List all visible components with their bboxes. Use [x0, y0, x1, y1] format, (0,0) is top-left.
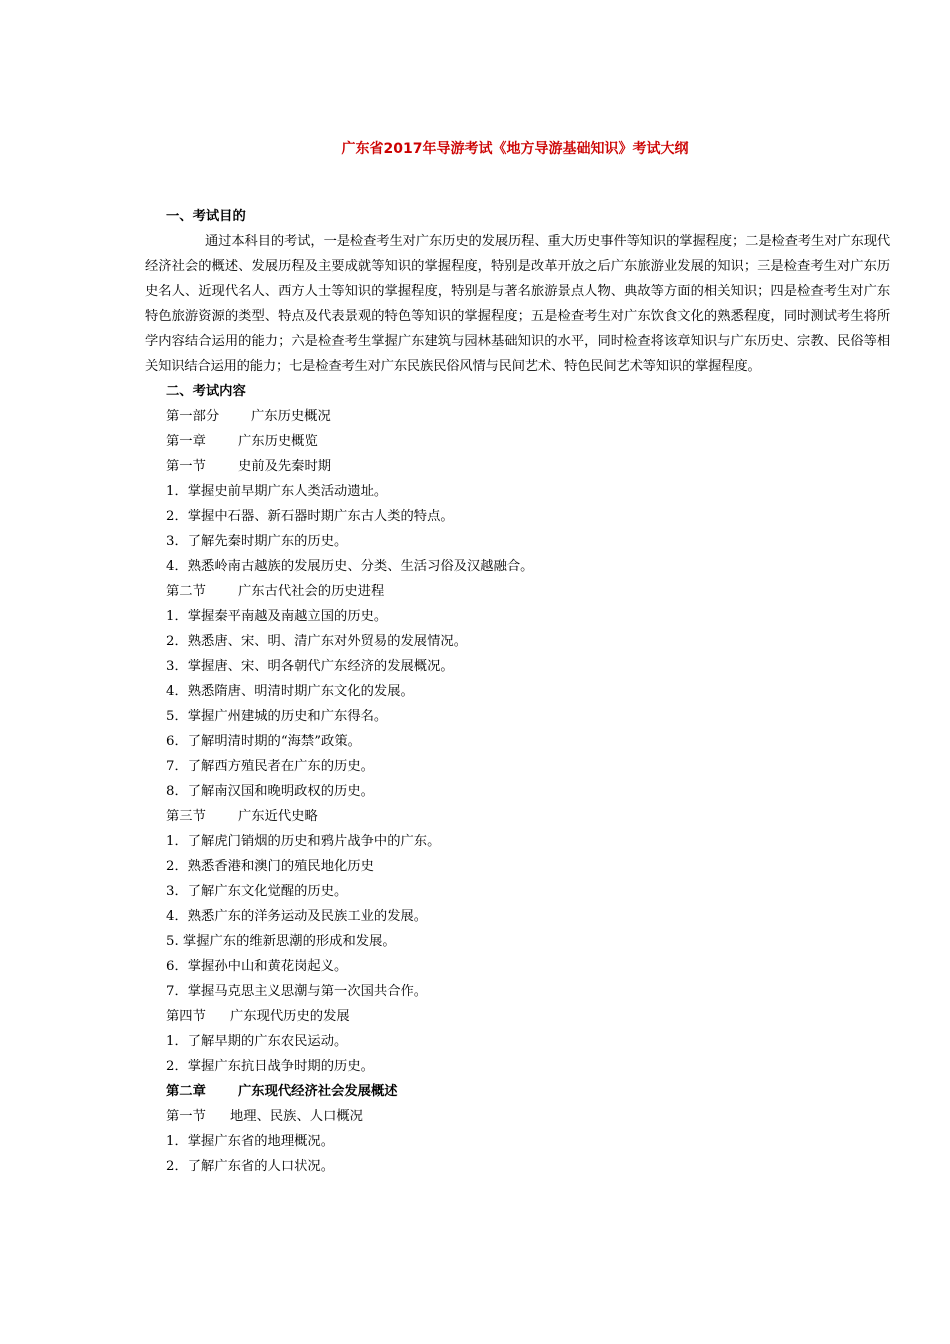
section-1-4-heading — [145, 1004, 890, 1029]
section-1-3-heading — [145, 804, 890, 829]
list-item: 5．掌握广州建城的历史和广东得名。 — [166, 709, 388, 724]
section-label: 第一节 — [166, 1109, 206, 1124]
section-heading-exam-purpose: 一、考试目的 — [166, 209, 246, 224]
section-label: 第二节 — [166, 584, 206, 599]
list-item: 3．了解广东文化觉醒的历史。 — [166, 884, 348, 899]
part-heading — [145, 404, 890, 429]
list-item: 2．熟悉香港和澳门的殖民地化历史 — [166, 859, 374, 874]
section-label: 第三节 — [166, 809, 206, 824]
list-item: 5. 掌握广东的维新思潮的形成和发展。 — [166, 934, 396, 949]
list-item: 7．了解西方殖民者在广东的历史。 — [166, 759, 374, 774]
list-item: 2．了解广东省的人口状况。 — [166, 1159, 335, 1174]
list-item: 3．掌握唐、宋、明各朝代广东经济的发展概况。 — [166, 659, 454, 674]
list-item: 1．了解早期的广东农民运动。 — [166, 1034, 348, 1049]
list-item: 1．掌握史前早期广东人类活动遗址。 — [166, 484, 388, 499]
document-body — [145, 204, 890, 1179]
list-item: 2．掌握广东抗日战争时期的历史。 — [166, 1059, 374, 1074]
list-item: 4．熟悉广东的洋务运动及民族工业的发展。 — [166, 909, 428, 924]
chapter-2-heading — [145, 1079, 890, 1104]
chapter-label: 第二章 — [166, 1084, 206, 1099]
chapter-title: 广东现代经济社会发展概述 — [238, 1084, 398, 1099]
list-item: 1．掌握广东省的地理概况。 — [166, 1134, 335, 1149]
list-item: 6．掌握孙中山和黄花岗起义。 — [166, 959, 348, 974]
section-title: 广东近代史略 — [238, 809, 318, 824]
section-title: 广东现代历史的发展 — [230, 1009, 350, 1024]
list-item: 4．熟悉岭南古越族的发展历史、分类、生活习俗及汉越融合。 — [166, 559, 534, 574]
list-item: 8．了解南汉国和晚明政权的历史。 — [166, 784, 374, 799]
list-item: 1．了解虎门销烟的历史和鸦片战争中的广东。 — [166, 834, 441, 849]
section-2-1-heading — [145, 1104, 890, 1129]
section-1-2-heading — [145, 579, 890, 604]
exam-purpose-paragraph: 通过本科目的考试，一是检查考生对广东历史的发展历程、重大历史事件等知识的掌握程度；二是检查考生对广东现代经济社会的概述、发展历程及主要成就等知识的掌握程度，特别是改革开放之后广东旅游业发展的知识；三是检查考生对广东历史名人、近现代名人、西方人士等知识的掌握程度，特别是与著名旅游景点人物、典故等方面的相关知识；四是检查考生对广东特色旅游资源的类型、特点及代表景观的特色等知识的掌握程度；五是检查考生对广东饮食文化的熟悉程度，同时测试考生将所学内容结合运用的能力；六是检查考生掌握广东建筑与园林基础知识的水平，同时检查将该章知识与广东历史、宗教、民俗等相关知识结合运用的能力；七是检查考生对广东民族民俗风情与民间艺术、特色民间艺术等知识的掌握程度。 — [145, 234, 890, 374]
part-title: 广东历史概况 — [251, 409, 331, 424]
list-item: 3．了解先秦时期广东的历史。 — [166, 534, 348, 549]
list-item: 1．掌握秦平南越及南越立国的历史。 — [166, 609, 388, 624]
section-title: 广东古代社会的历史进程 — [238, 584, 385, 599]
section-label: 第一节 — [166, 459, 206, 474]
list-item: 4．熟悉隋唐、明清时期广东文化的发展。 — [166, 684, 414, 699]
list-item: 7．掌握马克思主义思潮与第一次国共合作。 — [166, 984, 428, 999]
section-label: 第四节 — [166, 1009, 206, 1024]
section-title: 地理、民族、人口概况 — [230, 1109, 363, 1124]
chapter-label: 第一章 — [166, 434, 206, 449]
list-item: 2．熟悉唐、宋、明、清广东对外贸易的发展情况。 — [166, 634, 467, 649]
section-heading-exam-content: 二、考试内容 — [166, 384, 246, 399]
section-1-1-heading — [145, 454, 890, 479]
document-title: 广东省2017年导游考试《地方导游基础知识》考试大纲 — [341, 141, 689, 157]
section-title: 史前及先秦时期 — [238, 459, 332, 474]
list-item: 6．了解明清时期的“海禁”政策。 — [166, 734, 361, 749]
part-label: 第一部分 — [166, 409, 220, 424]
chapter-title: 广东历史概览 — [238, 434, 318, 449]
chapter-1-heading — [145, 429, 890, 454]
list-item: 2．掌握中石器、新石器时期广东古人类的特点。 — [166, 509, 454, 524]
